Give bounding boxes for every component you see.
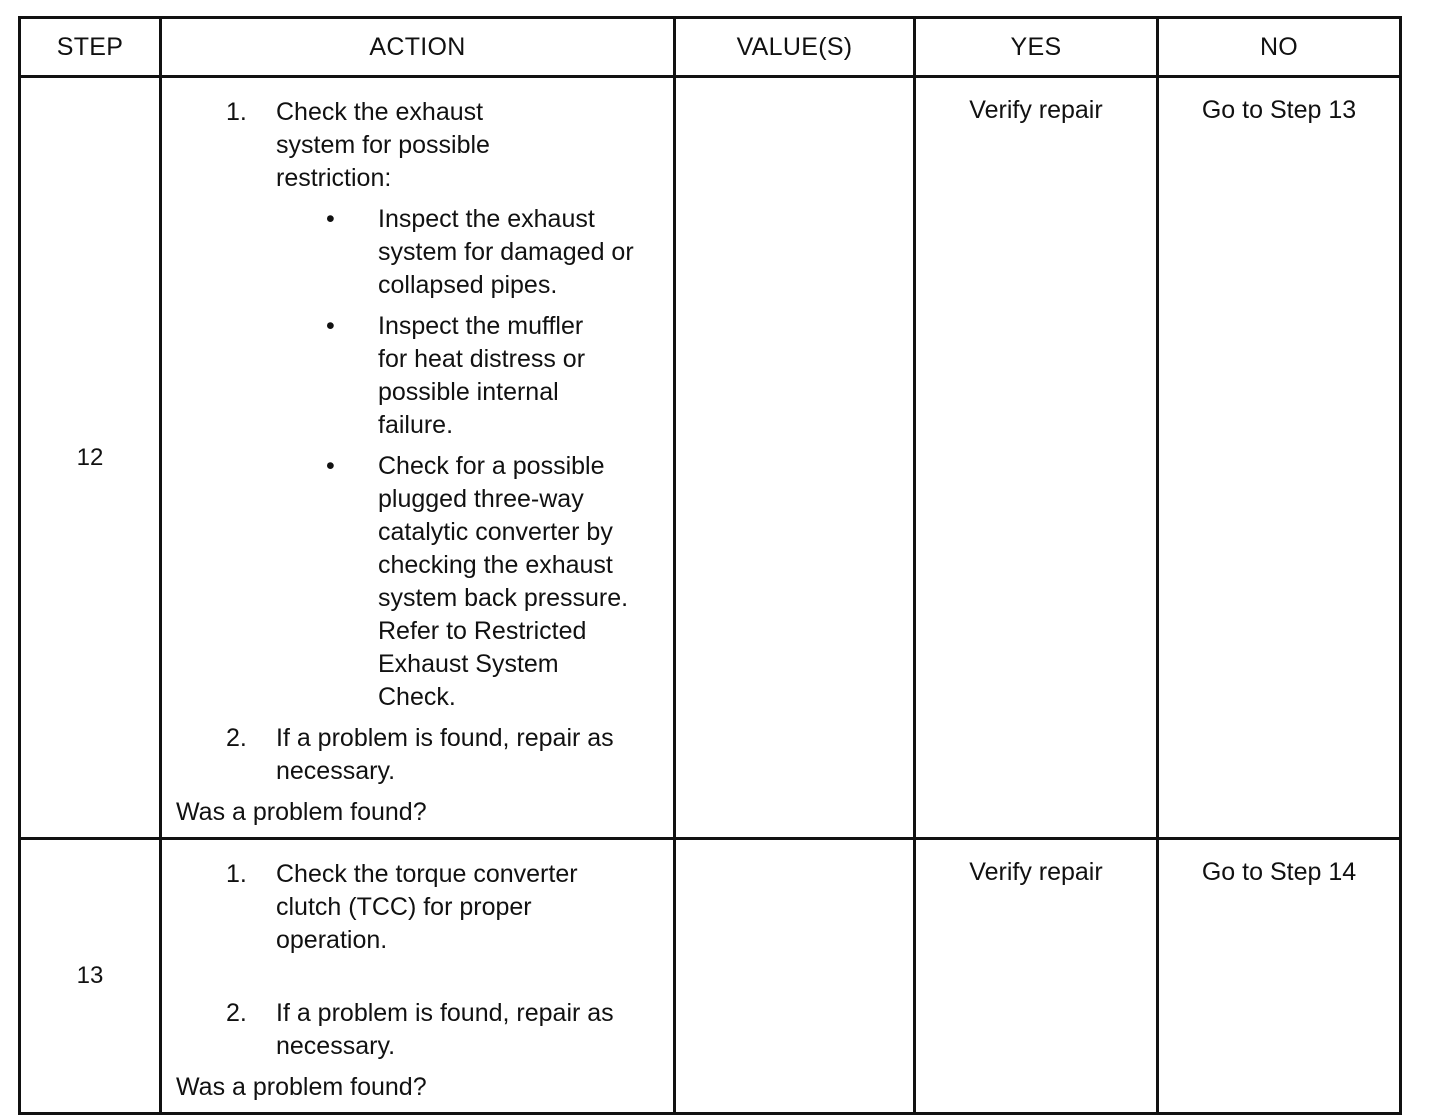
header-step: STEP bbox=[20, 18, 161, 77]
header-yes: YES bbox=[915, 18, 1158, 77]
header-no: NO bbox=[1158, 18, 1401, 77]
table-row bbox=[20, 839, 1401, 1114]
bullet-item: • Inspect the muffler for heat distress or possible internal failure. bbox=[326, 312, 586, 439]
yes-cell: Verify repair bbox=[915, 77, 1158, 839]
bullet-item: • Check for a possible plugged three-way catalytic converter by checking the exhaust system back pressure. Refer to Restricted Exhaust System Check. bbox=[326, 452, 629, 711]
header-values: VALUE(S) bbox=[675, 18, 915, 77]
no-cell: Go to Step 14 bbox=[1158, 839, 1401, 1114]
step-number: 12 bbox=[20, 77, 161, 839]
question: Was a problem found? bbox=[176, 1073, 427, 1101]
bullet-icon: • bbox=[326, 312, 335, 340]
action-cell bbox=[161, 839, 675, 1114]
action-cell bbox=[161, 77, 675, 839]
values-cell bbox=[675, 839, 915, 1114]
question: Was a problem found? bbox=[176, 798, 427, 826]
header-row bbox=[20, 18, 1401, 77]
step-number: 13 bbox=[20, 839, 161, 1114]
diagnostic-table bbox=[18, 16, 1402, 1115]
bullet-item: • Inspect the exhaust system for damaged or collapsed pipes. bbox=[326, 205, 634, 299]
values-cell bbox=[675, 77, 915, 839]
action-item: 1. Check the exhaust system for possible restriction: bbox=[226, 98, 490, 192]
bullet-icon: • bbox=[326, 205, 335, 233]
no-cell: Go to Step 13 bbox=[1158, 77, 1401, 839]
action-item: 2. If a problem is found, repair as necessary. bbox=[226, 724, 614, 785]
yes-cell: Verify repair bbox=[915, 839, 1158, 1114]
action-item: 1. Check the torque converter clutch (TCC) for proper operation. bbox=[226, 860, 578, 954]
action-item: 2. If a problem is found, repair as necessary. bbox=[226, 999, 614, 1060]
header-action: ACTION bbox=[161, 18, 675, 77]
table-row bbox=[20, 77, 1401, 839]
bullet-icon: • bbox=[326, 452, 335, 480]
